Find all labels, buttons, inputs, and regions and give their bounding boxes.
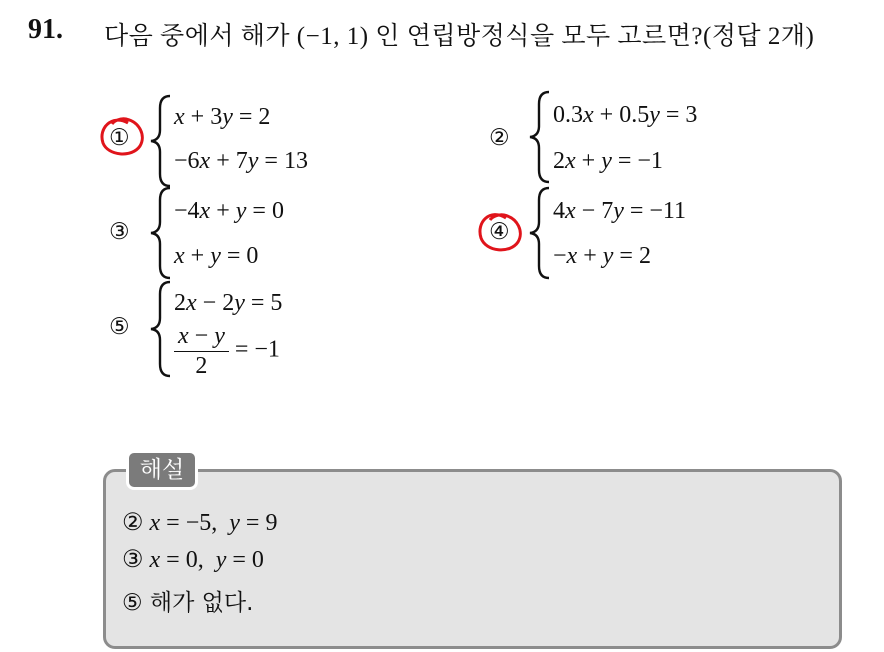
brace-choice-2	[530, 92, 549, 182]
choice-5-eq-1: 2x − 2y = 5	[174, 290, 283, 316]
choice-2-eq-1: 0.3x + 0.5y = 3	[553, 102, 698, 128]
choice-1-eq-2: −6x + 7y = 13	[174, 148, 308, 174]
choice-2-eq-2: 2x + y = −1	[553, 148, 663, 174]
fraction-rhs: = −1	[234, 336, 280, 363]
choice-5-eq-2	[174, 322, 280, 380]
choice-5-label[interactable]: ⑤	[109, 314, 130, 339]
fraction-numerator: x − y	[174, 322, 229, 352]
brace-choice-3	[151, 188, 170, 278]
brace-choice-1	[151, 96, 170, 186]
solution-line-3: ⑤ 해가 없다.	[122, 590, 254, 616]
choice-4-eq-2: −x + y = 2	[553, 243, 651, 269]
question-number: 91.	[28, 14, 63, 45]
choice-3-eq-2: x + y = 0	[174, 243, 259, 269]
choice-3-label[interactable]: ③	[109, 219, 130, 244]
fraction	[174, 322, 229, 380]
solution-line-1: ② x = −5, y = 9	[122, 510, 278, 536]
choice-2-label[interactable]: ②	[489, 125, 510, 150]
brace-choice-4	[530, 188, 549, 278]
choice-3-eq-1: −4x + y = 0	[174, 198, 284, 224]
choice-1-label[interactable]: ①	[109, 125, 130, 150]
choice-4-eq-1: 4x − 7y = −11	[553, 198, 687, 224]
brace-choice-5	[151, 282, 170, 376]
solution-line-2: ③ x = 0, y = 0	[122, 547, 264, 573]
fraction-denominator: 2	[195, 353, 208, 379]
solution-tab: 해설	[126, 450, 198, 490]
question-text: 다음 중에서 해가 (−1, 1) 인 연립방정식을 모두 고르면?(정답 2개)	[104, 23, 815, 50]
choice-1-eq-1: x + 3y = 2	[174, 104, 271, 130]
choice-4-label[interactable]: ④	[489, 219, 510, 244]
